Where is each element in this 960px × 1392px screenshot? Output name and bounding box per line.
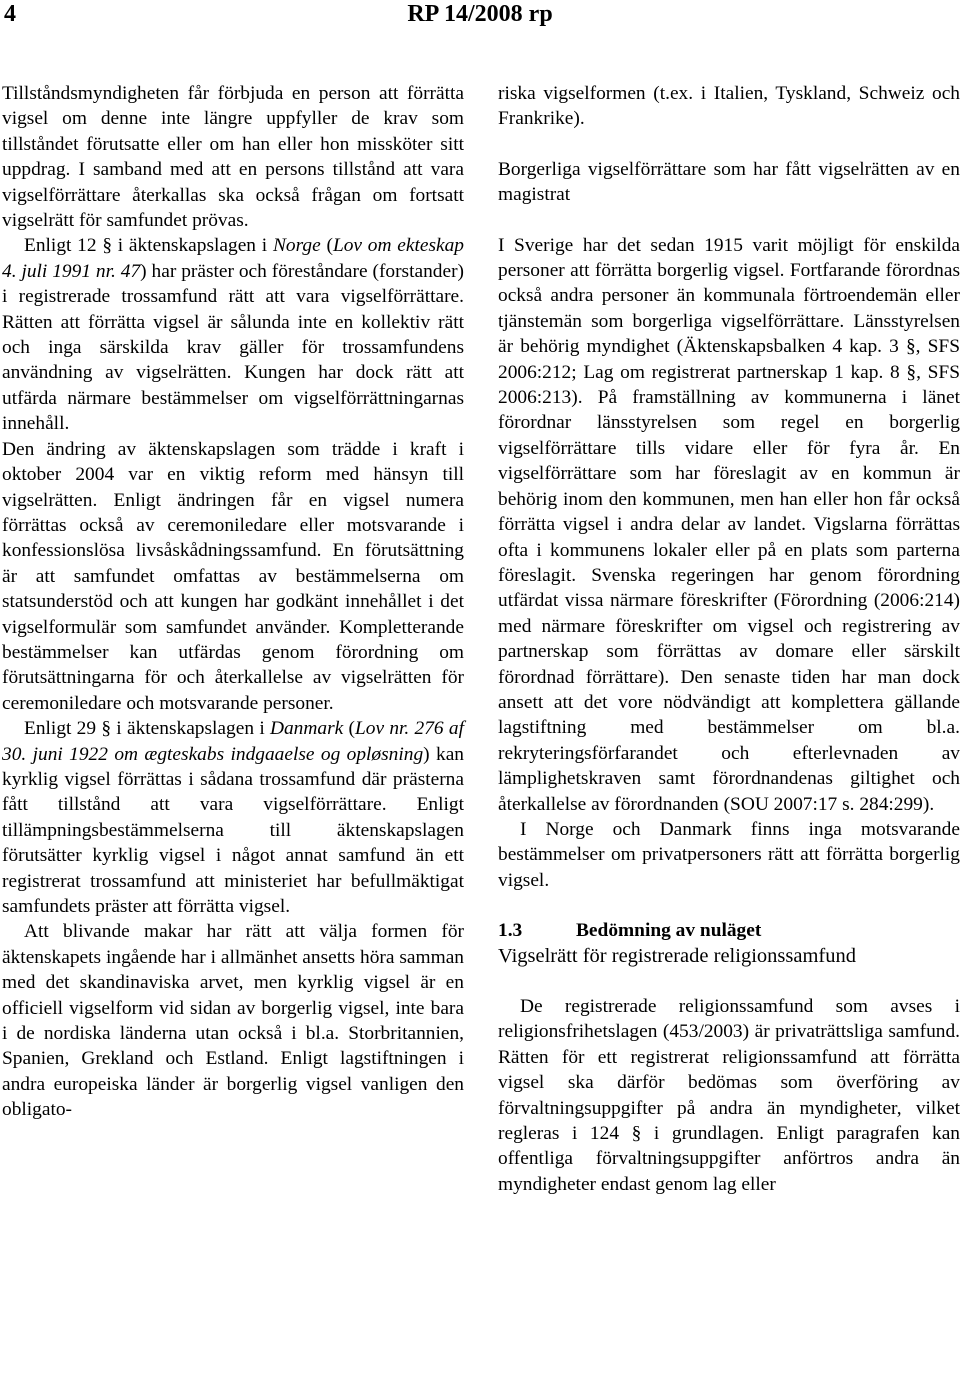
subheading: Vigselrätt för registrerade religionssamfund xyxy=(498,944,856,967)
text-run: Enligt 29 § i äktenskapslagen i xyxy=(24,718,270,740)
paragraph: I Norge och Danmark finns inga motsvarande bestämmelser om privatpersoners rätt att förrätta borgerlig vigsel. xyxy=(498,818,960,891)
paragraph: Den ändring av äktenskapslagen som trädde i kraft i oktober 2004 var en viktig reform med hänsyn till vigselrätten. Enligt ändringen får en vigsel numera förrättas också av ceremoniledare eller motsvarande i konfessionslösa livsåskådningssamfund. En förutsättning är att samfundet omfattas av bestämmelserna om statsunderstöd och att kungen har godkänt innehållet i det vigselformulär som samfundet använder. Kompletterande bestämmelser kan utfärdas genom förordning om förutsättningarna för och återkallelse av vigselrätten för ceremoniledare och motsvarande personer. xyxy=(2,438,464,714)
country-name: Danmark xyxy=(269,718,344,740)
text-run: Enligt 12 § i äktenskapslagen i xyxy=(24,235,273,257)
country-name: Norge xyxy=(272,235,321,257)
page-number: 4 xyxy=(4,1,16,27)
paragraph: Tillståndsmyndigheten får förbjuda en person att förrätta vigsel om denne inte längre uppfyller de krav som tillståndet förutsatte eller om han eller hon missköter sitt uppdrag. I samband med att en persons tillstånd att vara vigselförrättare återkallas ska också frågan om fortsatt vigselrätt för samfundet prövas. xyxy=(2,83,464,232)
text-run: ( xyxy=(320,235,333,257)
paragraph: De registrerade religionssamfund som avses i religionsfrihetslagen (453/2003) är privaträttsliga samfund. Rätten för ett registrerat religionssamfund att förrätta vigsel ska därför bedömas som överföring av förvaltningsuppgifter på andra än myndigheter, vilket regleras i 124 § i grundlagen. Enligt paragrafen kan offentliga förvaltningsuppgifter anförtros andra än myndigheter endast genom lag eller xyxy=(498,996,960,1195)
right-column xyxy=(498,81,960,1197)
paragraph: Att blivande makar har rätt att välja formen för äktenskapets ingående har i allmänhet ansetts höra samman med det skandinaviska arvet, men kyrklig vigsel är en officiell vigselform vid sidan av borgerlig vigsel, inte bara i de nordiska länderna utan också i bl.a. Storbritannien, Spanien, Grekland och Estland. Enligt lagstiftningen i andra europeiska länder är borgerlig vigsel vanligen den obligato- xyxy=(2,921,464,1121)
paragraph-denmark xyxy=(2,716,464,919)
text-run: ) har präster och föreståndare (forstander) i registrerade trossamfund rätt att vara vigselförrättare. Rätten att förrätta vigsel är sålunda inte en kollektiv rätt och inga särskilda krav gäller för trossamfundens användning av vigselrätten. Kungen har dock rätt att utfärda närmare bestämmelser om vigselförrättningarnas innehåll. xyxy=(2,260,465,435)
section-heading xyxy=(498,918,960,943)
law-citation: Lov nr. 276 af 30. juni 1922 om ægteskabs indgaaelse og opløsning xyxy=(2,718,464,765)
left-column xyxy=(2,81,464,1123)
section-number: 1.3 xyxy=(498,920,523,942)
text-run: ) kan kyrklig vigsel förrättas i sådana trossamfund där prästerna fått tillstånd att vara vigselförrättare. Enligt tillämpningsbestämmelserna till äktenskapslagen förutsätter kyrklig vigsel i något annat samfund än ett registrerat trossamfund att ministeriet har befullmäktigat samfundets präster att förrätta vigsel. xyxy=(2,743,464,917)
paragraph: I Sverige har det sedan 1915 varit möjligt för enskilda personer att förrätta borgerlig vigsel. Fortfarande förordnas också andra personer än kommunala förtroendemän eller tjänstemän som borgerliga vigselförrättare. Länsstyrelsen är behörig myndighet (Äktenskapsbalken 4 kap. 3 §, SFS 2006:212; Lag om registrerat partnerskap 1 kap. 8 §, SFS 2006:213). På framställning av kommunerna i länet förordnar länsstyrelsen som regel en borgerlig vigselförrättare tills vidare eller för fyra år. En vigselförrättare som har föreslagit av en kommun är behörig inom den kommunen, men han eller hon får också förrätta vigsel i andra delar av landet. Vigslarna förrättas ofta i kommunens lokaler eller på en plats som parterna föreslagit. Svenska regeringen har genom förordning utfärdat vissa närmare föreskrifter (Förordning (2006:214) med närmare föreskrifter om vigsel och registrering av partnerskap som förrättas av domare eller särskilt förordnad förrättare). Den senaste tiden har man dock ansett att det vore nödvändigt att komplettera gällande lagstiftning med bestämmelser om bl.a. rekryteringsförfarandet och efterlevnaden av lämplighetskraven samt förordnandenas giltighet och återkallelse av förordnanden (SOU 2007:17 s. 284:299). xyxy=(498,234,960,815)
subheading: Borgerliga vigselförrättare som har fått vigselrätten av en magistrat xyxy=(498,158,960,206)
paragraph-continued: riska vigselformen (t.ex. i Italien, Tyskland, Schweiz och Frankrike). xyxy=(498,83,960,130)
law-citation: Lov om ekteskap 4. juli 1991 nr. 47 xyxy=(2,235,465,282)
text-run: ( xyxy=(343,718,355,740)
paragraph-norway xyxy=(2,233,464,436)
document-id-header: RP 14/2008 rp xyxy=(407,1,553,27)
section-title: Bedömning av nuläget xyxy=(576,920,762,942)
